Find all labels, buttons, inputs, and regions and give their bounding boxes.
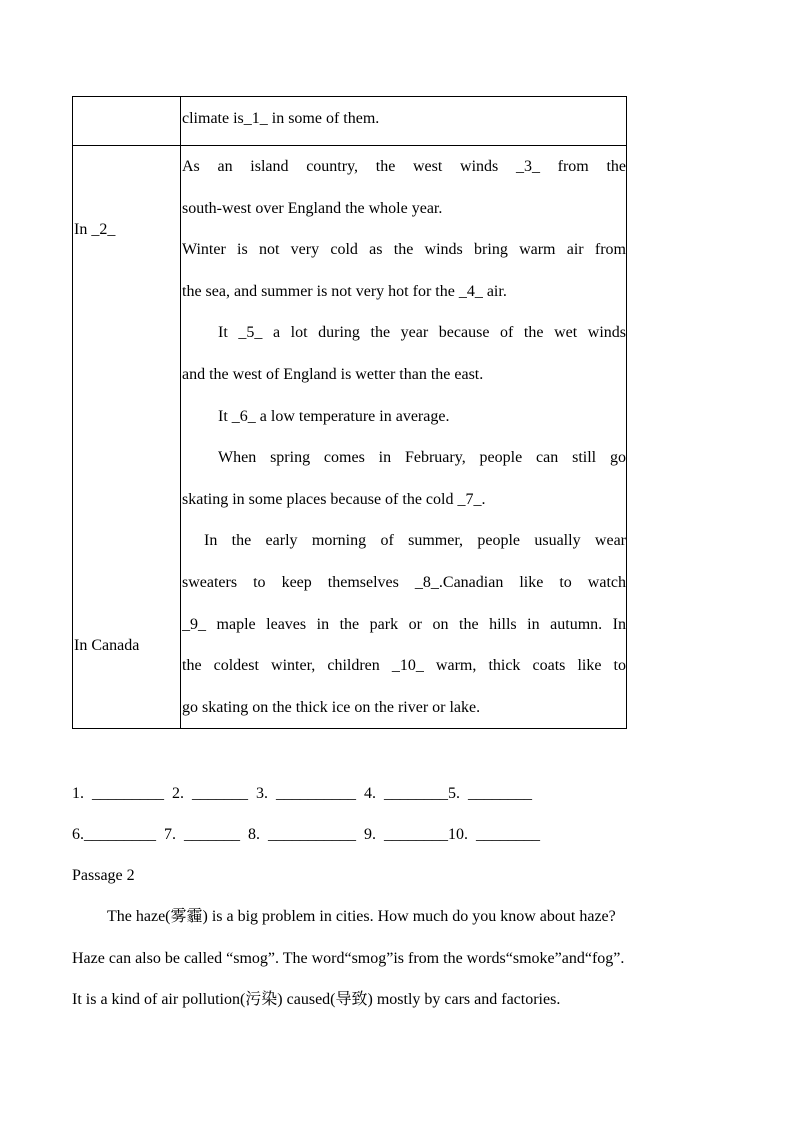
passage-paragraph (72, 896, 724, 1021)
label-in-2: In _2_ (74, 221, 116, 238)
cell-line: In the early morning of summer, people usually wear (204, 532, 626, 550)
cell-line: go skating on the thick ice on the river or lake. (182, 698, 481, 716)
row-label-cell (73, 146, 181, 729)
answer-blanks (72, 780, 632, 862)
row-label-cell (73, 97, 181, 146)
answer-line: 6._________ 7. _______ 8. ___________ 9. ________10. ________ (72, 826, 540, 843)
cell-line: As an island country, the west winds _3_ from the (182, 158, 626, 175)
passage-title: Passage 2 (72, 867, 135, 884)
cell-line: It _6_ a low temperature in average. (218, 407, 450, 425)
cell-line: skating in some places because of the cold _7_. (182, 490, 486, 508)
cell-line: and the west of England is wetter than the east. (182, 365, 484, 383)
cell-line: It _5_ a lot during the year because of the wet winds (218, 324, 626, 342)
cell-line: the sea, and summer is not very hot for the _4_ air. (182, 282, 507, 300)
cell-line: south-west over England the whole year. (182, 199, 443, 217)
cell-line: the coldest winter, children _10_ warm, thick coats like to (182, 657, 626, 675)
row-content-cell (181, 97, 627, 146)
cell-line: When spring comes in February, people can still go (218, 449, 626, 467)
row-content-cell (181, 146, 627, 729)
cell-line: Winter is not very cold as the winds bring warm air from (182, 241, 626, 259)
paragraph-line: It is a kind of air pollution(污染) caused(导致) mostly by cars and factories. (72, 991, 561, 1009)
table-row (73, 97, 627, 146)
paragraph-line: Haze can also be called “smog”. The word“smog”is from the words“smoke”and“fog”. (72, 949, 625, 967)
table-row (73, 146, 627, 729)
cell-line: sweaters to keep themselves _8_.Canadian like to watch (182, 573, 626, 591)
answer-line: 1. _________ 2. _______ 3. __________ 4. ________5. ________ (72, 785, 532, 802)
cell-line: _9_ maple leaves in the park or on the hills in autumn. In (182, 615, 626, 633)
paragraph-line: The haze(雾霾) is a big problem in cities. How much do you know about haze? (107, 908, 616, 925)
cell-line: climate is_1_ in some of them. (182, 110, 380, 127)
climate-table (72, 96, 627, 729)
label-in-canada: In Canada (74, 637, 140, 654)
